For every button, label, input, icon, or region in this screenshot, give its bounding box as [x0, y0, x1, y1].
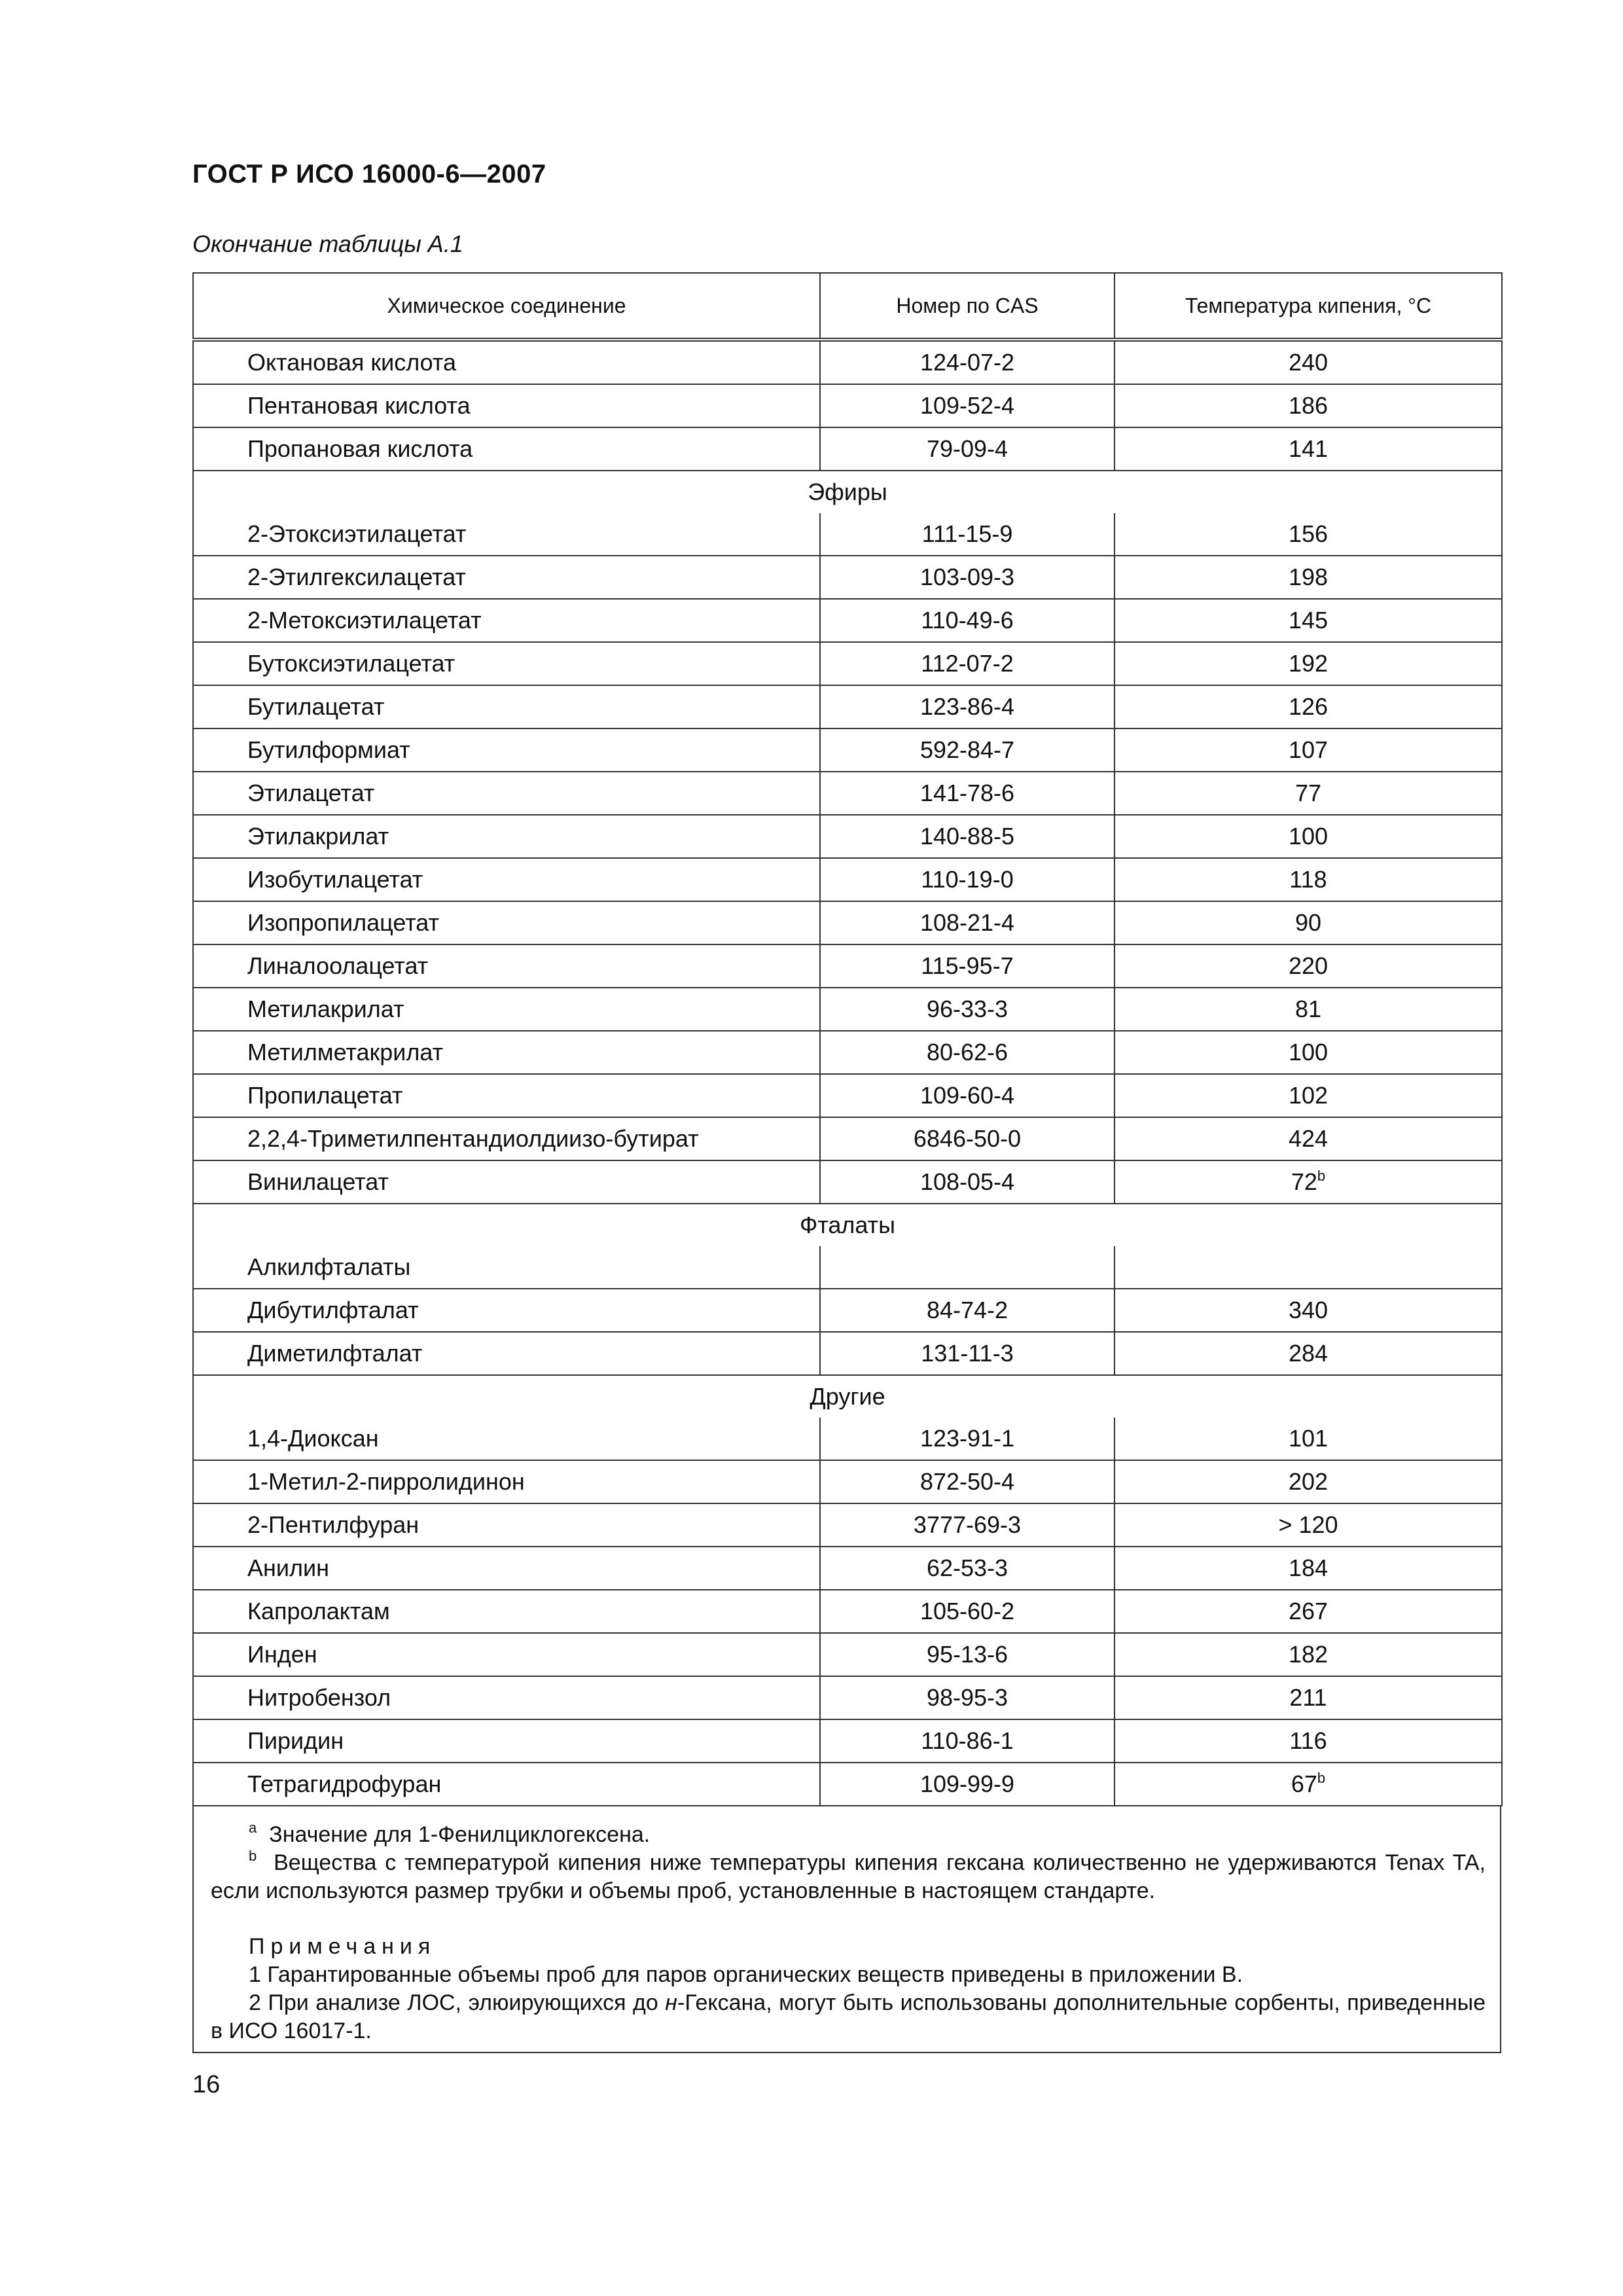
- compound-name: Метилметакрилат: [193, 1031, 820, 1074]
- table-row: [193, 858, 1502, 901]
- column-header-boiling-point: Температура кипения, °C: [1115, 273, 1502, 340]
- compound-name: 2,2,4-Триметилпентандиолдиизо-бутират: [193, 1117, 820, 1160]
- boiling-point-value: 220: [1288, 952, 1329, 979]
- cas-number: 6846-50-0: [820, 1117, 1115, 1160]
- cas-number: 84-74-2: [820, 1289, 1115, 1332]
- table-row: [193, 988, 1502, 1031]
- document-header: ГОСТ Р ИСО 16000-6—2007: [192, 160, 546, 188]
- compound-name: 2-Метоксиэтилацетат: [193, 599, 820, 642]
- compound-name: 2-Этоксиэтилацетат: [193, 513, 820, 556]
- boiling-point: [1115, 1074, 1502, 1117]
- cas-number: 111-15-9: [820, 513, 1115, 556]
- table-row: [193, 1460, 1502, 1503]
- footnote-a: [211, 1821, 1486, 1849]
- compound-name: Пропилацетат: [193, 1074, 820, 1117]
- compound-name: Октановая кислота: [193, 340, 820, 384]
- cas-number: 62-53-3: [820, 1547, 1115, 1590]
- cas-number: 79-09-4: [820, 427, 1115, 471]
- cas-number: 109-52-4: [820, 384, 1115, 427]
- table-notes: [192, 1806, 1501, 2053]
- section-title: Другие: [193, 1375, 1502, 1418]
- compound-name: Изобутилацетат: [193, 858, 820, 901]
- boiling-point-value: 90: [1294, 909, 1322, 936]
- boiling-point: [1115, 513, 1502, 556]
- table-container: [192, 272, 1501, 2053]
- table-row: [193, 1074, 1502, 1117]
- boiling-point: [1115, 1332, 1502, 1375]
- boiling-point: [1115, 1719, 1502, 1763]
- boiling-point: [1115, 427, 1502, 471]
- cas-number: 109-99-9: [820, 1763, 1115, 1806]
- table-header-row: [193, 273, 1502, 340]
- compound-name: 2-Пентилфуран: [193, 1503, 820, 1547]
- table-row: [193, 1332, 1502, 1375]
- boiling-point: [1115, 815, 1502, 858]
- table-row: [193, 1676, 1502, 1719]
- section-header-row: [193, 1375, 1502, 1418]
- cas-number: 124-07-2: [820, 340, 1115, 384]
- compound-name: Изопропилацетат: [193, 901, 820, 944]
- boiling-point: [1115, 642, 1502, 685]
- compound-name: Инден: [193, 1633, 820, 1676]
- table-caption: Окончание таблицы А.1: [192, 230, 463, 257]
- boiling-point: [1115, 1676, 1502, 1719]
- boiling-point-value: 100: [1288, 1039, 1329, 1066]
- boiling-point-value: 81: [1294, 996, 1322, 1022]
- compound-name: Тетрагидрофуран: [193, 1763, 820, 1806]
- compound-name: Диметилфталат: [193, 1332, 820, 1375]
- boiling-point-value: 267: [1288, 1598, 1329, 1624]
- boiling-point: [1115, 1633, 1502, 1676]
- cas-number: 108-21-4: [820, 901, 1115, 944]
- boiling-point-value: 72: [1291, 1168, 1317, 1195]
- compound-name: Капролактам: [193, 1590, 820, 1633]
- compound-name: Этилацетат: [193, 772, 820, 815]
- notes-heading: Примечания: [249, 1934, 437, 1959]
- table-row: [193, 772, 1502, 815]
- cas-number: 3777-69-3: [820, 1503, 1115, 1547]
- compound-name: Бутилацетат: [193, 685, 820, 728]
- table-row: [193, 1719, 1502, 1763]
- boiling-point-value: 198: [1288, 564, 1329, 590]
- boiling-point-value: 102: [1288, 1082, 1329, 1109]
- boiling-point: [1115, 1289, 1502, 1332]
- boiling-point-value: 340: [1288, 1297, 1329, 1323]
- note-2-start: 2 При анализе ЛОС, элюирующихся до: [249, 1990, 666, 2015]
- table-row: [193, 1246, 1502, 1289]
- boiling-point-value: 202: [1288, 1468, 1329, 1495]
- boiling-point-value: 284: [1288, 1340, 1329, 1367]
- compound-name: 2-Этилгексилацетат: [193, 556, 820, 599]
- footnote-a-mark: a: [249, 1820, 257, 1836]
- boiling-point-value: 77: [1294, 780, 1322, 806]
- boiling-point-value: 145: [1288, 607, 1329, 634]
- column-header-cas: Номер по CAS: [820, 273, 1115, 340]
- cas-number: 110-19-0: [820, 858, 1115, 901]
- note-1: 1 Гарантированные объемы проб для паров органических веществ приведены в приложении В.: [249, 1962, 1243, 1987]
- boiling-point-value: 211: [1289, 1684, 1327, 1711]
- cas-number: 123-91-1: [820, 1418, 1115, 1460]
- boiling-point: [1115, 944, 1502, 988]
- compound-name: Анилин: [193, 1547, 820, 1590]
- boiling-point-table: [192, 272, 1503, 1806]
- section-title: Эфиры: [193, 471, 1502, 513]
- compound-name: Метилакрилат: [193, 988, 820, 1031]
- cas-number: 98-95-3: [820, 1676, 1115, 1719]
- boiling-point: [1115, 1246, 1502, 1289]
- boiling-point-value: > 120: [1278, 1511, 1338, 1538]
- boiling-point: [1115, 988, 1502, 1031]
- boiling-point: [1115, 1117, 1502, 1160]
- boiling-point-value: 101: [1288, 1425, 1329, 1452]
- table-body: [193, 340, 1502, 1806]
- boiling-point: [1115, 772, 1502, 815]
- compound-name: Пентановая кислота: [193, 384, 820, 427]
- footnote-a-text: Значение для 1-Фенилциклогексена.: [269, 1822, 651, 1847]
- footnote-b-mark: b: [249, 1848, 257, 1864]
- boiling-point-value: 141: [1288, 435, 1329, 462]
- table-row: [193, 1590, 1502, 1633]
- cas-number: 95-13-6: [820, 1633, 1115, 1676]
- table-row: [193, 556, 1502, 599]
- boiling-point-value: 100: [1288, 823, 1329, 850]
- boiling-point-value: 107: [1288, 736, 1329, 763]
- compound-name: Нитробензол: [193, 1676, 820, 1719]
- boiling-point: [1115, 1031, 1502, 1074]
- compound-name: Пиридин: [193, 1719, 820, 1763]
- table-row: [193, 901, 1502, 944]
- compound-name: Этилакрилат: [193, 815, 820, 858]
- footnote-ref: b: [1317, 1168, 1326, 1184]
- table-row: [193, 1031, 1502, 1074]
- boiling-point: [1115, 1590, 1502, 1633]
- boiling-point: [1115, 599, 1502, 642]
- page-number: 16: [192, 2071, 221, 2098]
- boiling-point: [1115, 384, 1502, 427]
- cas-number: 592-84-7: [820, 728, 1115, 772]
- cas-number: [820, 1246, 1115, 1289]
- boiling-point-value: 116: [1289, 1727, 1327, 1754]
- cas-number: 141-78-6: [820, 772, 1115, 815]
- compound-name: Линалоолацетат: [193, 944, 820, 988]
- boiling-point-value: 192: [1288, 650, 1329, 677]
- note-2: [211, 1989, 1486, 2045]
- table-row: [193, 1633, 1502, 1676]
- compound-name: Бутилформиат: [193, 728, 820, 772]
- cas-number: 872-50-4: [820, 1460, 1115, 1503]
- cas-number: 96-33-3: [820, 988, 1115, 1031]
- table-row: [193, 340, 1502, 384]
- boiling-point: [1115, 340, 1502, 384]
- table-row: [193, 384, 1502, 427]
- boiling-point: [1115, 556, 1502, 599]
- boiling-point-value: 67: [1291, 1770, 1317, 1797]
- table-row: [193, 1763, 1502, 1806]
- boiling-point: [1115, 858, 1502, 901]
- boiling-point: [1115, 1460, 1502, 1503]
- table-row: [193, 427, 1502, 471]
- compound-name: 1-Метил-2-пирролидинон: [193, 1460, 820, 1503]
- note-2-end: -Гексана, могут быть использованы дополнительные сорбенты, приведенные в ИСО 16017-1.: [211, 1990, 1486, 2043]
- table-row: [193, 1418, 1502, 1460]
- boiling-point: [1115, 1547, 1502, 1590]
- table-row: [193, 599, 1502, 642]
- boiling-point-value: 240: [1288, 349, 1329, 376]
- compound-name: Бутоксиэтилацетат: [193, 642, 820, 685]
- cas-number: 112-07-2: [820, 642, 1115, 685]
- table-row: [193, 1547, 1502, 1590]
- boiling-point: [1115, 1763, 1502, 1806]
- boiling-point-value: 182: [1288, 1641, 1329, 1668]
- boiling-point: [1115, 728, 1502, 772]
- boiling-point-value: 184: [1288, 1554, 1329, 1581]
- table-row: [193, 728, 1502, 772]
- cas-number: 105-60-2: [820, 1590, 1115, 1633]
- boiling-point: [1115, 1418, 1502, 1460]
- table-row: [193, 1503, 1502, 1547]
- cas-number: 103-09-3: [820, 556, 1115, 599]
- section-header-row: [193, 1204, 1502, 1246]
- compound-name: Пропановая кислота: [193, 427, 820, 471]
- column-header-compound: Химическое соединение: [193, 273, 820, 340]
- cas-number: 109-60-4: [820, 1074, 1115, 1117]
- compound-name: Дибутилфталат: [193, 1289, 820, 1332]
- section-header-row: [193, 471, 1502, 513]
- table-row: [193, 513, 1502, 556]
- cas-number: 123-86-4: [820, 685, 1115, 728]
- table-row: [193, 944, 1502, 988]
- cas-number: 115-95-7: [820, 944, 1115, 988]
- cas-number: 110-49-6: [820, 599, 1115, 642]
- table-row: [193, 685, 1502, 728]
- cas-number: 110-86-1: [820, 1719, 1115, 1763]
- compound-name: Винилацетат: [193, 1160, 820, 1204]
- boiling-point: [1115, 685, 1502, 728]
- table-row: [193, 1160, 1502, 1204]
- table-row: [193, 1117, 1502, 1160]
- cas-number: 108-05-4: [820, 1160, 1115, 1204]
- cas-number: 131-11-3: [820, 1332, 1115, 1375]
- boiling-point: [1115, 1503, 1502, 1547]
- boiling-point-value: 156: [1288, 520, 1329, 547]
- boiling-point-value: 126: [1288, 693, 1329, 720]
- footnote-b-text: Вещества с температурой кипения ниже температуры кипения гексана количественно не удерживаются Tenax TA, если используются размер трубки и объемы проб, установленные в настоящем стандарте.: [211, 1850, 1486, 1903]
- boiling-point-value: 118: [1289, 866, 1327, 893]
- cas-number: 140-88-5: [820, 815, 1115, 858]
- note-2-italic: н: [665, 1990, 677, 2015]
- compound-name: Алкилфталаты: [193, 1246, 820, 1289]
- cas-number: 80-62-6: [820, 1031, 1115, 1074]
- footnote-b: [211, 1849, 1486, 1905]
- footnote-ref: b: [1317, 1770, 1326, 1786]
- table-row: [193, 815, 1502, 858]
- section-title: Фталаты: [193, 1204, 1502, 1246]
- table-row: [193, 1289, 1502, 1332]
- boiling-point-value: 424: [1288, 1125, 1329, 1152]
- table-row: [193, 642, 1502, 685]
- boiling-point-value: 186: [1288, 392, 1329, 419]
- boiling-point: [1115, 901, 1502, 944]
- compound-name: 1,4-Диоксан: [193, 1418, 820, 1460]
- boiling-point: [1115, 1160, 1502, 1204]
